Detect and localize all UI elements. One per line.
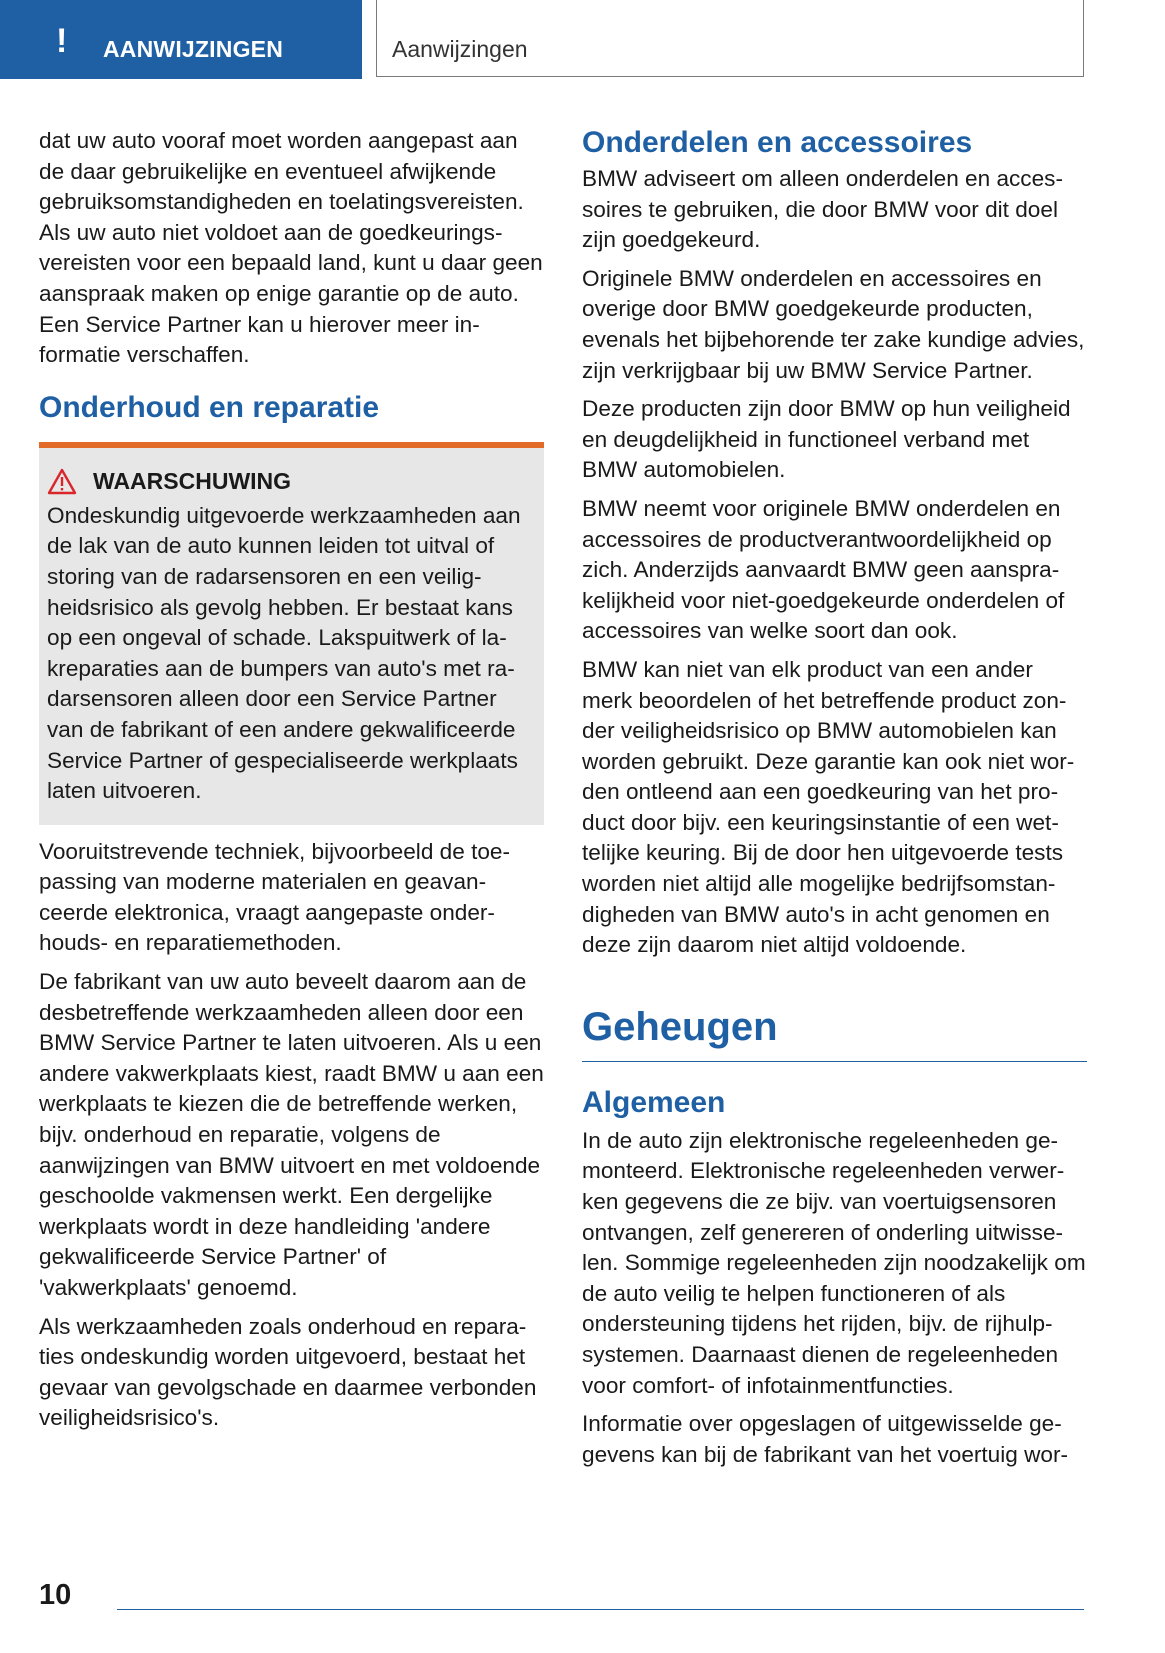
paragraph: Als werkzaamheden zoals onderhoud en reparaties ondeskundig worden uitgevoerd, bestaat het gevaar van gevolgschade en daarmee verbonden veiligheidsrisico's. <box>39 1313 537 1431</box>
paragraph: Informatie over opgeslagen of uitgewisselde gegevens kan bij de fabrikant van het voertuig wor- <box>582 1411 1069 1467</box>
paragraph: Vooruitstrevende techniek, bijvoorbeeld de toepassing van moderne materialen en geavanceerde elektronica, vraagt aangepaste onderhouds- en reparatiemethoden. <box>39 838 511 956</box>
paragraph: BMW neemt voor originele BMW onderdelen en accessoires de productverantwoordelijkheid op zich. Anderzijds aanvaardt BMW geen aansprakelijkheid voor niet-goedgekeurde onderdelen of accessoires van welke soort dan ook. <box>582 495 1065 644</box>
paragraph: Originele BMW onderdelen en accessoires en overige door BMW goedgekeurde producten, evenals het bijbehorende ter zake kundige advies, zijn verkrijgbaar bij uw BMW Service Partner. <box>582 265 1085 383</box>
right-column <box>582 126 1087 1478</box>
heading-algemeen: Algemeen <box>582 1085 726 1119</box>
warning-triangle-icon <box>47 468 77 495</box>
warning-header <box>47 468 534 495</box>
paragraph: In de auto zijn elektronische regeleenheden gemonteerd. Elektronische regeleenheden verwerken gegevens die ze bijv. van voertuigsensoren ontvangen, zelf genereren of onderling uitwisselen. Sommige regeleenheden zijn noodzakelijk om de auto veilig te helpen functioneren of als ondersteuning tijdens het rijden, bijv. de rijhulpsystemen. Daarnaast dienen de regeleenheden voor comfort- of infotainmentfuncties. <box>582 1127 1086 1398</box>
warning-box <box>39 442 544 825</box>
warning-text: Ondeskundig uitgevoerde werkzaamheden aan de lak van de auto kunnen leiden tot uitval of storing van de radarsensoren en een veiligheidsrisico als gevolg hebben. Er bestaat kans op een ongeval of schade. Lakspuitwerk of lakreparaties aan de bumpers van auto's met radarsensoren alleen door een Service Partner van de fabrikant of een andere gekwalificeerde Service Partner of gespecialiseerde werkplaats laten uitvoeren. <box>47 502 521 804</box>
paragraph: BMW kan niet van elk product van een ander merk beoordelen of het betreffende product zonder veiligheidsrisico op BMW automobielen kan worden gebruikt. Deze garantie kan ook niet worden ontleend aan een goedkeuring van het product door bijv. een keuringsinstantie of een wettelijke keuring. Bij de door hen uitgevoerde tests worden niet altijd alle mogelijke bedrijfsomstandigheden van BMW auto's in acht genomen en deze zijn daarom niet altijd voldoende. <box>582 656 1075 958</box>
footer-divider <box>117 1609 1084 1610</box>
warning-title: WAARSCHUWING <box>93 467 292 494</box>
paragraph: Deze producten zijn door BMW op hun veiligheid en deugdelijkheid in functioneel verband met BMW automobielen. <box>582 396 1071 483</box>
intro-paragraph: dat uw auto vooraf moet worden aangepast aan de daar gebruikelijke en eventueel afwijkende gebruiksomstandigheden en toelatingsvereisten. Als uw auto niet voldoet aan de goedkeuringsvereisten voor een bepaald land, kunt u daar geen aanspraak maken op enige garantie op de auto. Een Service Partner kan u hierover meer informatie verschaffen. <box>39 128 543 368</box>
heading-onderhoud: Onderhoud en reparatie <box>39 390 380 424</box>
left-column <box>39 126 544 1442</box>
paragraph: De fabrikant van uw auto beveelt daarom aan de desbetreffende werkzaamheden alleen door een BMW Service Partner te laten uitvoeren. Als u een andere vakwerkplaats kiest, raadt BMW u aan een werkplaats te kiezen die de betreffende werken, bijv. onderhoud en reparatie, volgens de aanwijzingen van BMW uitvoert en met voldoende geschoolde vakmensen werkt. Een dergelijke werkplaats wordt in deze handleiding 'andere gekwalificeerde Service Partner' of 'vakwerkplaats' genoemd. <box>39 969 544 1300</box>
exclamation-icon: ! <box>56 22 68 60</box>
section-label: AANWIJZINGEN <box>103 36 284 62</box>
heading-geheugen: Geheugen <box>582 1003 1087 1062</box>
page-heading-box <box>376 0 1084 77</box>
page-number: 10 <box>39 1579 72 1611</box>
section-tab <box>0 0 362 79</box>
page-heading: Aanwijzingen <box>392 36 528 62</box>
heading-onderdelen: Onderdelen en accessoires <box>582 126 973 159</box>
paragraph: BMW adviseert om alleen onderdelen en accessoires te gebruiken, die door BMW voor dit doel zijn goedgekeurd. <box>582 166 1063 253</box>
